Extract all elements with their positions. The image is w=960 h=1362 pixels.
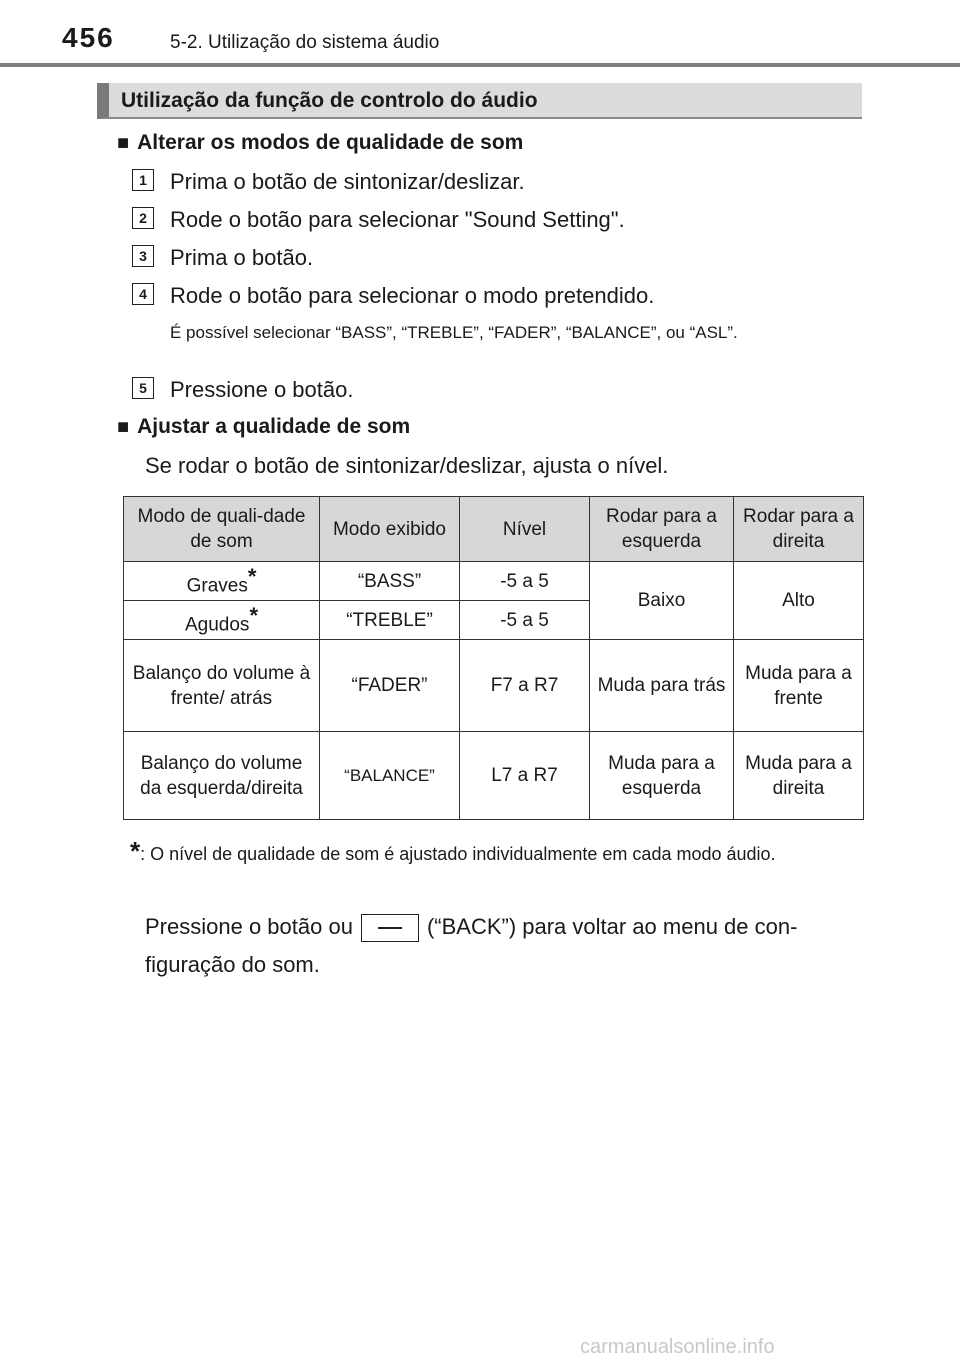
step-number: 2 [132,207,154,229]
footnote-mark: * [249,602,258,628]
footnote-asterisk: * [130,836,141,866]
cell-level: L7 a R7 [460,732,590,820]
cell-level: -5 a 5 [460,601,590,640]
section-banner [97,83,862,119]
cell-mode [124,562,320,601]
col-header-display: Modo exibido [320,497,460,562]
cell-right-merged: Alto [734,562,864,640]
adjust-heading-text: Ajustar a qualidade de som [137,415,411,438]
adjust-heading [117,415,410,439]
cell-display: “BALANCE” [320,732,460,820]
cell-level: F7 a R7 [460,640,590,732]
step-number: 1 [132,169,154,191]
mode-name: Agudos [184,614,250,636]
cell-right: Muda para a frente [734,640,864,732]
cell-right: Muda para a direita [734,732,864,820]
page-number: 456 [62,22,115,53]
col-header-mode: Modo de quali-dade de som [124,497,320,562]
back-instruction [145,908,860,984]
sound-modes-heading-text: Alterar os modos de qualidade de som [137,131,524,154]
watermark: carmanualsonline.info [580,1336,775,1358]
cell-mode: Balanço do volume à frente/ atrás [124,640,320,732]
sound-quality-table [123,496,864,820]
step-number: 3 [132,245,154,267]
header-rule [0,63,960,67]
cell-mode [124,601,320,640]
cell-mode: Balanço do volume da esquerda/direita [124,732,320,820]
mode-note: É possível selecionar “BASS”, “TREBLE”, “FADER”, “BALANCE”, ou “ASL”. [170,323,738,342]
mode-name: Graves [186,575,248,597]
table-row [124,562,864,601]
step-number: 5 [132,377,154,399]
cell-display: “FADER” [320,640,460,732]
square-bullet-icon: ■ [117,132,130,154]
step-text: Prima o botão de sintonizar/deslizar. [170,169,525,194]
footnote [130,837,858,868]
cell-level: -5 a 5 [460,562,590,601]
table-row [124,640,864,732]
step-text: Rode o botão para selecionar "Sound Setting". [170,207,625,232]
cell-display: “TREBLE” [320,601,460,640]
cell-left-merged: Baixo [590,562,734,640]
cell-left: Muda para trás [590,640,734,732]
section-title: Utilização da função de controlo do áudio [121,89,538,112]
adjust-text: Se rodar o botão de sintonizar/deslizar, ajusta o nível. [145,453,669,478]
sound-modes-heading [117,131,523,155]
step-text: Rode o botão para selecionar o modo pretendido. [170,283,655,308]
square-bullet-icon: ■ [117,416,130,438]
back-instruction-before: Pressione o botão ou [145,914,353,939]
chapter-title: 5-2. Utilização do sistema áudio [170,32,440,53]
col-header-left: Rodar para a esquerda [590,497,734,562]
cell-display: “BASS” [320,562,460,601]
step-text: Prima o botão. [170,245,314,270]
col-header-level: Nível [460,497,590,562]
footnote-mark: * [247,563,257,589]
step-number: 4 [132,283,154,305]
col-header-right: Rodar para a direita [734,497,864,562]
table-header-row [124,497,864,562]
cell-left: Muda para a esquerda [590,732,734,820]
step-text: Pressione o botão. [170,377,354,402]
back-instruction-after: (“BACK”) para voltar ao menu de con-figuração do som. [145,914,798,977]
table-row [124,732,864,820]
page-header [0,0,960,68]
back-button-icon [361,914,419,942]
footnote-text: : O nível de qualidade de som é ajustado individualmente em cada modo áudio. [140,844,776,864]
